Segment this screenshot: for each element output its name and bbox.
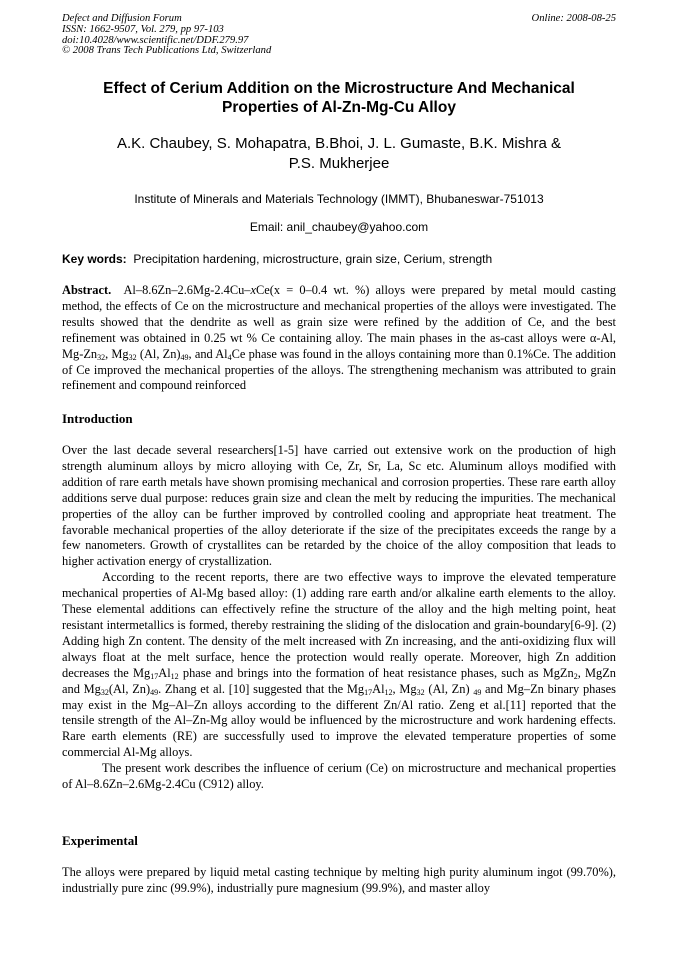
subscript: 17 bbox=[150, 671, 159, 681]
subscript: 32 bbox=[97, 352, 106, 362]
subscript: 4 bbox=[227, 352, 232, 362]
intro-paragraph-3: The present work describes the influence of cerium (Ce) on microstructure and mechanical properties of Al–8.6Zn–2.6Mg-2.4Cu (C912) alloy. bbox=[62, 761, 616, 792]
keywords-label: Key words: bbox=[62, 252, 127, 266]
authors-line-2: P.S. Mukherjee bbox=[288, 155, 390, 172]
subscript: 2 bbox=[573, 671, 578, 681]
abstract bbox=[62, 283, 616, 394]
abstract-text: Ce(x = 0–0.4 wt. %) alloys were prepared by metal mould casting method, the effects of Ce on the microstructure and mechanical properties of the alloys were investigated. The results showed that the dendrite as well as grain size were refined by the addition of Ce, and the best refinement was obtained in 0.25 wt % Ce containing alloy. The main phases in the as-cast alloys were α-Al, Mg-Zn bbox=[62, 283, 616, 361]
paper-title bbox=[62, 80, 616, 117]
author-list bbox=[62, 134, 616, 174]
keywords bbox=[62, 252, 616, 267]
subscript: 49 bbox=[473, 687, 482, 697]
abstract-text: Ce phase was found in the alloys containing more than 0.1%Ce. The addition of Ce improved the mechanical properties of the alloys. The strengthening mechanism was attributed to grain refinement and compound reinforced bbox=[62, 346, 616, 393]
title-line-2: Properties of Al-Zn-Mg-Cu Alloy bbox=[222, 98, 456, 116]
subscript: 49 bbox=[180, 352, 189, 362]
author-email: Email: anil_chaubey@yahoo.com bbox=[249, 220, 429, 234]
abstract-text: Al–8.6Zn–2.6Mg-2.4Cu– bbox=[123, 283, 251, 297]
experimental-heading: Experimental bbox=[62, 833, 138, 848]
paragraph-text: Al bbox=[158, 665, 171, 680]
subscript: 32 bbox=[416, 687, 425, 697]
paragraph-text: phase and brings into the formation of heat resistance phases, such as MgZn bbox=[178, 665, 574, 680]
intro-paragraph-2 bbox=[62, 570, 616, 761]
institution: Institute of Minerals and Materials Technology (IMMT), Bhubaneswar-751013 bbox=[134, 192, 544, 206]
paragraph-text: (Al, Zn) bbox=[424, 681, 474, 696]
doi-line: doi:10.4028/www.scientific.net/DDF.279.97 bbox=[62, 34, 249, 46]
experimental-paragraph-1: The alloys were prepared by liquid metal casting technique by melting high purity aluminum ingot (99.70%), industrially pure zinc (99.9%), industrially pure magnesium (99.9%), and master alloy bbox=[62, 865, 616, 895]
paragraph-text: (Al, Zn) bbox=[108, 681, 151, 696]
abstract-text: , Mg bbox=[105, 346, 129, 361]
experimental-body bbox=[62, 865, 616, 897]
subscript: 12 bbox=[384, 687, 393, 697]
subscript: 32 bbox=[100, 687, 109, 697]
subscript: 17 bbox=[364, 687, 373, 697]
subscript: 12 bbox=[170, 671, 179, 681]
issn-line: ISSN: 1662-9507, Vol. 279, pp 97-103 bbox=[62, 23, 224, 35]
paragraph-text: According to the recent reports, there are two effective ways to improve the elevated temperature mechanical properties of Al-Mg based alloy: (1) adding rare earth and/or alkaline earth elements to the alloy. These elemental additions can effectively refine the structure of the alloy and the high melting point, heat resistant intermetallics is formed, thereby restraining the sliding of the dislocation and grain-boundary[6-9]. (2) Adding high Zn content. The density of the melt increased with Zn increasing, and the anti-oxidizing flux will always float at the melt surface, hence the protection would really operate. Moreover, high Zn addition decreases the Mg bbox=[62, 570, 616, 680]
subscript: 32 bbox=[128, 352, 137, 362]
paragraph-text: and Mg–Zn binary phases may exist in the Mg–Al–Zn alloys according to the different Zn/Al ratio. Zeng et al.[11] reported that the tensile strength of the Al–Zn-Mg alloy would be influenced by the microstructure and work hardening effects. Rare earth elements (RE) are successfully used to improve the elevated temperature properties of some commercial Al-Mg alloys. bbox=[62, 681, 616, 760]
abstract-label: Abstract. bbox=[62, 283, 112, 297]
abstract-var: x bbox=[250, 283, 256, 297]
paragraph-text: , Mg bbox=[392, 681, 417, 696]
title-line-1: Effect of Cerium Addition on the Microstructure And Mechanical bbox=[103, 80, 575, 97]
abstract-text: (Al, Zn) bbox=[136, 346, 181, 361]
abstract-text: , and Al bbox=[188, 346, 228, 361]
intro-paragraph-1: Over the last decade several researchers[1-5] have carried out extensive work on the production of high strength aluminum alloys by micro alloying with Ce, Zr, Sr, La, Sc etc. Aluminum alloys modified with addition of rare earth metals have shown promising mechanical and corrosion properties. These rare earth alloy additions serve dual purpose: reduces grain size and clean the melt by reducing the impurities. The mechanical properties of the alloy can be further improved by controlled cooling and appropriate heat treatment. The favorable mechanical properties of the alloy deteriorate if the size of the precipitates exceeds the range by a few nanometers. Growth of crystallites can be retarded by the choice of the alloy composition that leads to higher activation energy of crystallization. bbox=[62, 443, 616, 569]
paragraph-text: . Zhang et al. [10] suggested that the Mg bbox=[158, 681, 365, 696]
online-date: Online: 2008-08-25 bbox=[531, 13, 616, 24]
paragraph-text: , MgZn and Mg bbox=[62, 665, 616, 696]
journal-header bbox=[62, 14, 616, 57]
introduction-heading: Introduction bbox=[62, 411, 133, 426]
paragraph-text: Al bbox=[372, 681, 385, 696]
authors-line-1: A.K. Chaubey, S. Mohapatra, B.Bhoi, J. L. Gumaste, B.K. Mishra & bbox=[116, 135, 562, 152]
journal-name: Defect and Diffusion Forum bbox=[62, 13, 182, 24]
introduction-body bbox=[62, 443, 616, 793]
keywords-text: Precipitation hardening, microstructure, grain size, Cerium, strength bbox=[133, 252, 493, 266]
copyright-line: © 2008 Trans Tech Publications Ltd, Switzerland bbox=[62, 45, 272, 57]
subscript: 49 bbox=[150, 687, 159, 697]
